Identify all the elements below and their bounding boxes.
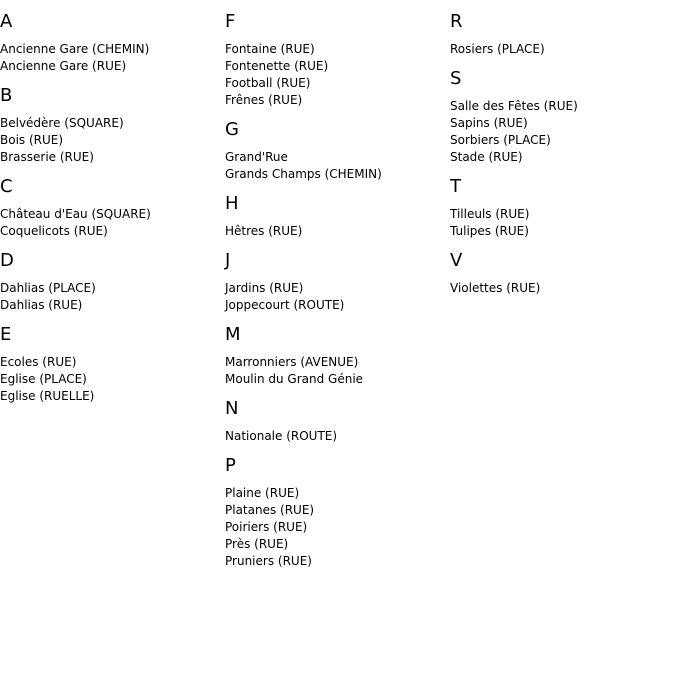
street-link[interactable]: Moulin du Grand Génie <box>225 372 364 386</box>
street-list <box>450 280 675 297</box>
letter-group <box>0 85 225 166</box>
letter-heading: P <box>225 455 236 476</box>
street-link[interactable]: Eglise (PLACE) <box>0 372 87 386</box>
street-link[interactable]: Ancienne Gare (CHEMIN) <box>0 42 150 56</box>
street-link[interactable]: Fontenette (RUE) <box>225 59 329 73</box>
street-link[interactable]: Marronniers (AVENUE) <box>225 355 359 369</box>
letter-group <box>225 398 450 445</box>
street-link[interactable]: Rosiers (PLACE) <box>450 42 545 56</box>
letter-group <box>450 176 675 240</box>
street-list <box>450 41 675 58</box>
letter-group <box>225 455 450 570</box>
letter-heading: F <box>225 11 236 32</box>
street-link[interactable]: Football (RUE) <box>225 76 311 90</box>
street-link[interactable]: Pruniers (RUE) <box>225 554 312 568</box>
street-link[interactable]: Grand'Rue <box>225 150 288 164</box>
street-link[interactable]: Ancienne Gare (RUE) <box>0 59 127 73</box>
letter-heading: S <box>450 68 462 89</box>
letter-heading: A <box>0 11 13 32</box>
letter-heading: B <box>0 85 13 106</box>
street-link[interactable]: Fontaine (RUE) <box>225 42 315 56</box>
street-link[interactable]: Tilleuls (RUE) <box>450 207 530 221</box>
letter-heading: G <box>225 119 239 140</box>
street-link[interactable]: Plaine (RUE) <box>225 486 300 500</box>
index-column-2 <box>225 11 450 580</box>
letter-group <box>225 250 450 314</box>
letter-group <box>225 324 450 388</box>
street-link[interactable]: Près (RUE) <box>225 537 289 551</box>
letter-group <box>0 11 225 75</box>
letter-group <box>450 11 675 58</box>
street-link[interactable]: Dahlias (RUE) <box>0 298 83 312</box>
letter-group <box>225 193 450 240</box>
letter-heading: C <box>0 176 13 197</box>
street-link[interactable]: Salle des Fêtes (RUE) <box>450 99 578 113</box>
street-list <box>450 98 675 166</box>
street-link[interactable]: Brasserie (RUE) <box>0 150 94 164</box>
street-link[interactable]: Eglise (RUELLE) <box>0 389 95 403</box>
street-link[interactable]: Violettes (RUE) <box>450 281 541 295</box>
street-link[interactable]: Hêtres (RUE) <box>225 224 303 238</box>
street-link[interactable]: Joppecourt (ROUTE) <box>225 298 345 312</box>
letter-heading: H <box>225 193 239 214</box>
street-link[interactable]: Jardins (RUE) <box>225 281 304 295</box>
letter-group <box>225 11 450 109</box>
street-list <box>225 149 450 183</box>
street-list <box>225 354 450 388</box>
street-list <box>0 354 225 405</box>
letter-heading: V <box>450 250 463 271</box>
street-link[interactable]: Tulipes (RUE) <box>450 224 529 238</box>
street-link[interactable]: Coquelicots (RUE) <box>0 224 108 238</box>
street-link[interactable]: Sorbiers (PLACE) <box>450 133 551 147</box>
street-link[interactable]: Poiriers (RUE) <box>225 520 308 534</box>
letter-heading: J <box>225 250 231 271</box>
index-column-1 <box>0 11 225 415</box>
letter-group <box>0 324 225 405</box>
index-column-3 <box>450 11 675 307</box>
letter-group <box>450 250 675 297</box>
letter-group <box>0 250 225 314</box>
letter-group <box>450 68 675 166</box>
street-list <box>225 223 450 240</box>
street-list <box>0 115 225 166</box>
street-list <box>0 41 225 75</box>
street-link[interactable]: Ecoles (RUE) <box>0 355 77 369</box>
street-list <box>225 428 450 445</box>
letter-heading: N <box>225 398 239 419</box>
street-link[interactable]: Frênes (RUE) <box>225 93 303 107</box>
street-list <box>0 206 225 240</box>
street-link[interactable]: Bois (RUE) <box>0 133 64 147</box>
street-link[interactable]: Grands Champs (CHEMIN) <box>225 167 382 181</box>
street-link[interactable]: Sapins (RUE) <box>450 116 528 130</box>
street-link[interactable]: Stade (RUE) <box>450 150 523 164</box>
street-link[interactable]: Belvédère (SQUARE) <box>0 116 124 130</box>
letter-heading: M <box>225 324 241 345</box>
letter-heading: R <box>450 11 463 32</box>
street-link[interactable]: Platanes (RUE) <box>225 503 315 517</box>
street-list <box>450 206 675 240</box>
street-list <box>225 485 450 570</box>
letter-group <box>0 176 225 240</box>
street-link[interactable]: Château d'Eau (SQUARE) <box>0 207 151 221</box>
letter-heading: D <box>0 250 14 271</box>
street-list <box>225 280 450 314</box>
street-link[interactable]: Nationale (ROUTE) <box>225 429 338 443</box>
street-list <box>225 41 450 109</box>
street-link[interactable]: Dahlias (PLACE) <box>0 281 96 295</box>
letter-heading: E <box>0 324 12 345</box>
street-list <box>0 280 225 314</box>
letter-group <box>225 119 450 183</box>
letter-heading: T <box>450 176 461 197</box>
